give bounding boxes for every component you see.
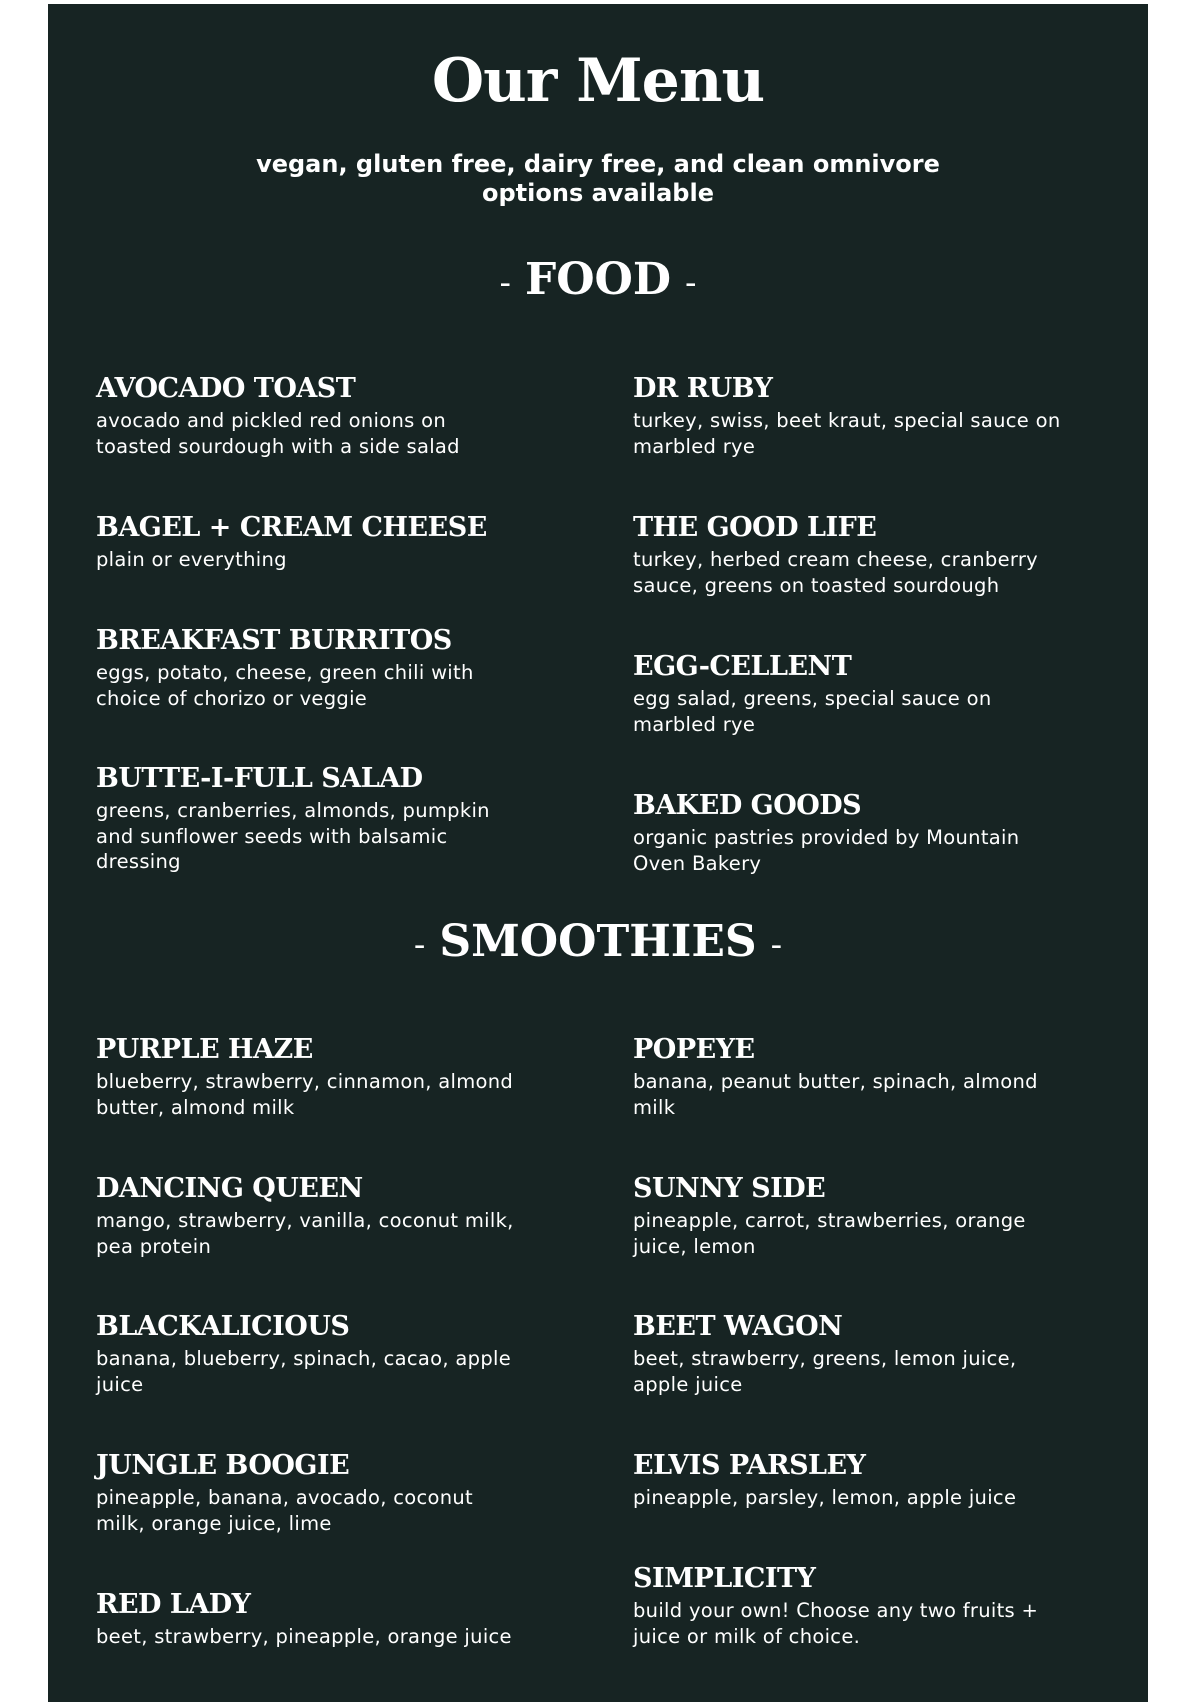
smoothie-item <box>96 1033 516 1120</box>
item-description: blueberry, strawberry, cinnamon, almond butter, almond milk <box>96 1070 514 1119</box>
menu-panel <box>48 4 1148 1702</box>
item-name: BLACKALICIOUS <box>96 1311 350 1342</box>
item-description: turkey, swiss, beet kraut, special sauce on marbled rye <box>633 409 1061 458</box>
smoothie-item <box>96 1310 516 1397</box>
food-item <box>96 762 516 875</box>
item-name: DR RUBY <box>633 373 773 404</box>
item-description: banana, blueberry, spinach, cacao, apple juice <box>96 1347 512 1396</box>
item-name: BAGEL + CREAM CHEESE <box>96 512 487 543</box>
food-item <box>633 372 1073 459</box>
item-description: beet, strawberry, pineapple, orange juice <box>96 1625 512 1648</box>
item-description: plain or everything <box>96 548 287 571</box>
heading-dash: - <box>685 263 697 303</box>
item-name: THE GOOD LIFE <box>633 512 877 543</box>
menu-title: Our Menu <box>431 46 765 116</box>
item-name: SIMPLICITY <box>633 1563 816 1594</box>
item-name: POPEYE <box>633 1034 755 1065</box>
food-item <box>96 372 516 459</box>
item-description: build your own! Choose any two fruits + juice or milk of choice. <box>633 1599 1039 1648</box>
item-description: pineapple, banana, avocado, coconut milk, orange juice, lime <box>96 1486 473 1535</box>
item-name: AVOCADO TOAST <box>96 373 356 404</box>
item-description: greens, cranberries, almonds, pumpkin and sunflower seeds with balsamic dressing <box>96 799 490 873</box>
smoothies-heading-label: SMOOTHIES <box>439 916 757 967</box>
item-name: ELVIS PARSLEY <box>633 1450 866 1481</box>
item-description: organic pastries provided by Mountain Oven Bakery <box>633 826 1020 875</box>
smoothie-item <box>633 1172 1073 1259</box>
item-name: JUNGLE BOOGIE <box>96 1450 350 1481</box>
food-item <box>633 511 1073 598</box>
food-heading-label: FOOD <box>524 254 672 305</box>
heading-dash: - <box>770 925 783 965</box>
item-description: pineapple, parsley, lemon, apple juice <box>633 1486 1017 1509</box>
smoothie-item <box>633 1449 1073 1511</box>
heading-dash: - <box>499 263 511 303</box>
item-name: RED LADY <box>96 1589 251 1620</box>
smoothie-item <box>96 1449 516 1536</box>
smoothie-item <box>96 1172 516 1259</box>
smoothie-item <box>633 1033 1073 1120</box>
heading-dash: - <box>413 925 426 965</box>
item-description: beet, strawberry, greens, lemon juice, apple juice <box>633 1347 1017 1396</box>
item-description: eggs, potato, cheese, green chili with choice of chorizo or veggie <box>96 661 474 710</box>
food-item <box>96 624 516 711</box>
food-item <box>633 650 1073 737</box>
item-name: EGG-CELLENT <box>633 651 852 682</box>
item-name: SUNNY SIDE <box>633 1173 826 1204</box>
food-section-heading <box>48 252 1148 311</box>
smoothies-section-heading <box>48 914 1148 973</box>
item-name: DANCING QUEEN <box>96 1173 363 1204</box>
item-description: egg salad, greens, special sauce on marbled rye <box>633 687 992 736</box>
menu-subtitle: vegan, gluten free, dairy free, and clean omnivore options available <box>256 150 940 207</box>
item-name: BEET WAGON <box>633 1311 843 1342</box>
item-description: pineapple, carrot, strawberries, orange juice, lemon <box>633 1209 1026 1258</box>
item-name: BAKED GOODS <box>633 790 862 821</box>
item-name: BREAKFAST BURRITOS <box>96 625 452 656</box>
item-name: BUTTE-I-FULL SALAD <box>96 763 423 794</box>
smoothie-item <box>633 1310 1073 1397</box>
item-description: banana, peanut butter, spinach, almond milk <box>633 1070 1038 1119</box>
item-description: mango, strawberry, vanilla, coconut milk, pea protein <box>96 1209 514 1258</box>
food-item <box>96 511 516 573</box>
item-description: avocado and pickled red onions on toasted sourdough with a side salad <box>96 409 460 458</box>
smoothie-item <box>96 1588 516 1650</box>
smoothie-item <box>633 1562 1073 1649</box>
food-item <box>633 789 1073 876</box>
item-description: turkey, herbed cream cheese, cranberry sauce, greens on toasted sourdough <box>633 548 1039 597</box>
item-name: PURPLE HAZE <box>96 1034 313 1065</box>
